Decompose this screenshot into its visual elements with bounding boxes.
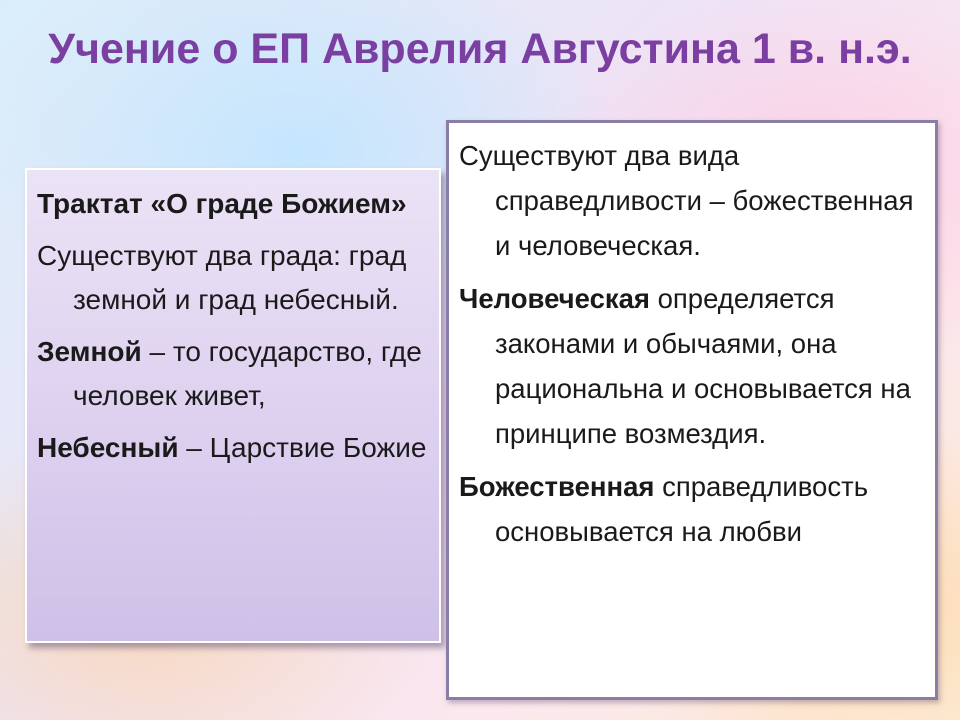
heavenly-term: Небесный <box>37 432 179 463</box>
treatise-title: Трактат «О граде Божием» <box>37 188 407 219</box>
divine-justice-definition: справедливость основывается на любви <box>495 471 869 547</box>
human-justice-definition: определяется законами и обычаями, она рациональна и основывается на принципе возмездия. <box>495 283 911 449</box>
slide-title: Учение о ЕП Аврелия Августина 1 в. н.э. <box>48 25 912 73</box>
earthly-definition: – то государство, где человек живет, <box>73 336 422 411</box>
heavenly-city-paragraph <box>37 426 427 470</box>
earthly-city-paragraph <box>37 330 427 418</box>
human-justice-term: Человеческая <box>459 283 650 314</box>
divine-justice-term: Божественная <box>459 471 655 502</box>
left-text-box <box>25 168 441 643</box>
two-cities-paragraph: Существуют два града: град земной и град небесный. <box>37 240 407 315</box>
human-justice-paragraph <box>459 276 925 456</box>
earthly-term: Земной <box>37 336 142 367</box>
heavenly-definition: – Царствие Божие <box>178 432 427 463</box>
divine-justice-paragraph <box>459 464 925 554</box>
right-text-box <box>446 120 938 700</box>
two-justice-paragraph: Существуют два вида справедливости – божественная и человеческая. <box>459 140 914 261</box>
